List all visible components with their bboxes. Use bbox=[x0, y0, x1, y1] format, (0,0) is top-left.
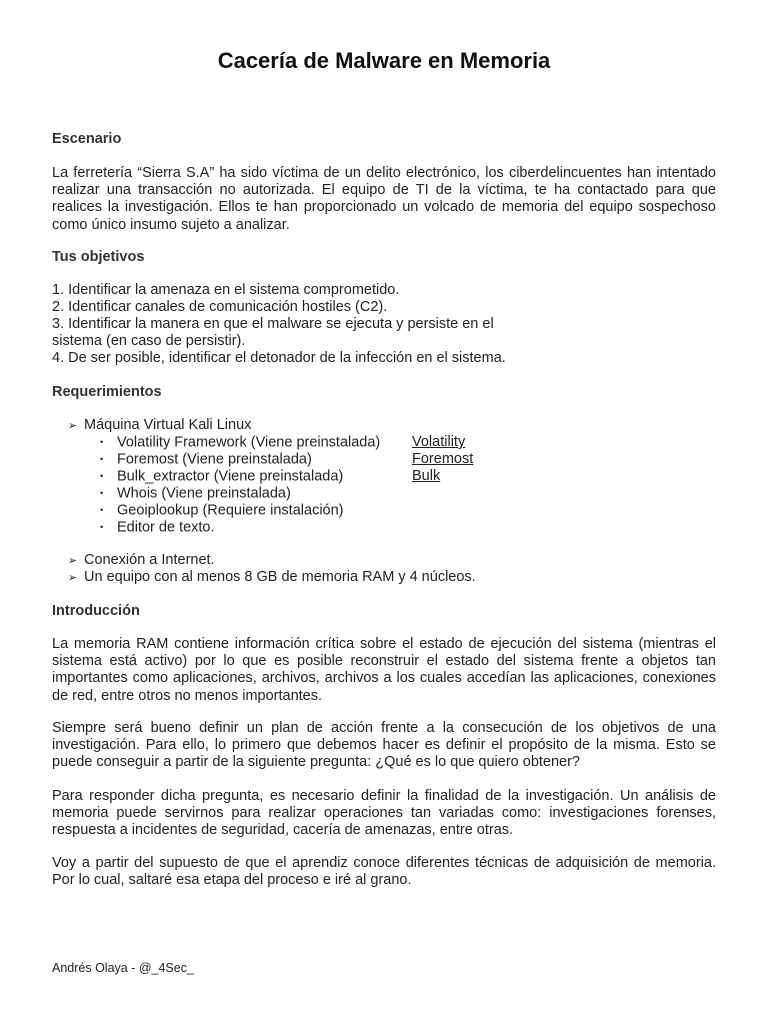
requirement-internet: ➢ Conexión a Internet. bbox=[68, 552, 215, 568]
page-title: Cacería de Malware en Memoria bbox=[217, 48, 551, 73]
arrow-bullet-icon: ➢ bbox=[68, 555, 78, 567]
arrow-bullet-icon: ➢ bbox=[68, 420, 78, 432]
paragraph-escenario: La ferretería “Sierra S.A” ha sido víctima de un delito electrónico, los ciberdelincuentes han intentado realizar una transacción no autorizada. El equipo de TI de la víctima, te ha contactado para que realices la investigación. Ellos te han proporcionado un volcado de memoria del equipo sospechoso como único insumo sujeto a analizar. bbox=[52, 165, 716, 233]
bullet-icon: • bbox=[100, 488, 104, 498]
arrow-bullet-icon: ➢ bbox=[68, 572, 78, 584]
objective-line: 3. Identificar la manera en que el malware se ejecuta y persiste en el bbox=[52, 316, 494, 332]
page-footer: Andrés Olaya - @_4Sec_ bbox=[52, 961, 194, 975]
objective-line: 2. Identificar canales de comunicación hostiles (C2). bbox=[52, 299, 388, 315]
bullet-icon: • bbox=[100, 505, 104, 515]
tool-item: • Whois (Viene preinstalada) bbox=[100, 485, 291, 502]
heading-requerimientos: Requerimientos bbox=[52, 384, 162, 400]
tool-item: • Geoiplookup (Requiere instalación) bbox=[100, 502, 344, 519]
objective-line: 1. Identificar la amenaza en el sistema comprometido. bbox=[52, 282, 400, 298]
heading-objetivos: Tus objetivos bbox=[52, 249, 145, 265]
requirement-hardware: ➢ Un equipo con al menos 8 GB de memoria RAM y 4 núcleos. bbox=[68, 569, 476, 585]
intro-paragraph: Para responder dicha pregunta, es necesario definir la finalidad de la investigación. Un análisis de memoria puede servirnos para realizar operaciones tan variadas como: investigaciones forenses, respuesta a incidentes de seguridad, cacería de amenazas, entre otras. bbox=[52, 788, 716, 839]
bullet-icon: • bbox=[100, 437, 104, 447]
requirement-vm: ➢ Máquina Virtual Kali Linux bbox=[68, 417, 252, 433]
intro-paragraph: Siempre será bueno definir un plan de acción frente a la consecución de los objetivos de una investigación. Para ello, lo primero que debemos hacer es definir el propósito de la misma. Esto se puede conseguir a partir de la siguiente pregunta: ¿Qué es lo que quiero obtener? bbox=[52, 720, 716, 771]
bulk-link[interactable]: Bulk bbox=[412, 468, 441, 484]
objective-line: 4. De ser posible, identificar el detonador de la infección en el sistema. bbox=[52, 350, 506, 366]
tool-item: • Volatility Framework (Viene preinstalada) Volatility bbox=[100, 434, 466, 451]
foremost-link[interactable]: Foremost bbox=[412, 451, 474, 467]
intro-paragraph: Voy a partir del supuesto de que el aprendiz conoce diferentes técnicas de adquisición de memoria. Por lo cual, saltaré esa etapa del proceso e iré al grano. bbox=[52, 855, 716, 889]
tool-item: • Editor de texto. bbox=[100, 519, 215, 536]
heading-introduccion: Introducción bbox=[52, 603, 140, 619]
tool-item: • Foremost (Viene preinstalada) Foremost bbox=[100, 451, 474, 468]
bullet-icon: • bbox=[100, 454, 104, 464]
tool-item: • Bulk_extractor (Viene preinstalada) Bulk bbox=[100, 468, 441, 485]
bullet-icon: • bbox=[100, 471, 104, 481]
intro-paragraph: La memoria RAM contiene información crítica sobre el estado de ejecución del sistema (mientras el sistema está activo) por lo que es posible reconstruir el estado del sistema frente a objetos tan importantes como aplicaciones, archivos, archivos a los cuales accedían las aplicaciones, conexiones de red, entre otros no menos importantes. bbox=[52, 636, 716, 704]
heading-escenario: Escenario bbox=[52, 131, 122, 147]
bullet-icon: • bbox=[100, 522, 104, 532]
objective-line: sistema (en caso de persistir). bbox=[52, 333, 246, 349]
volatility-link[interactable]: Volatility bbox=[412, 434, 466, 450]
